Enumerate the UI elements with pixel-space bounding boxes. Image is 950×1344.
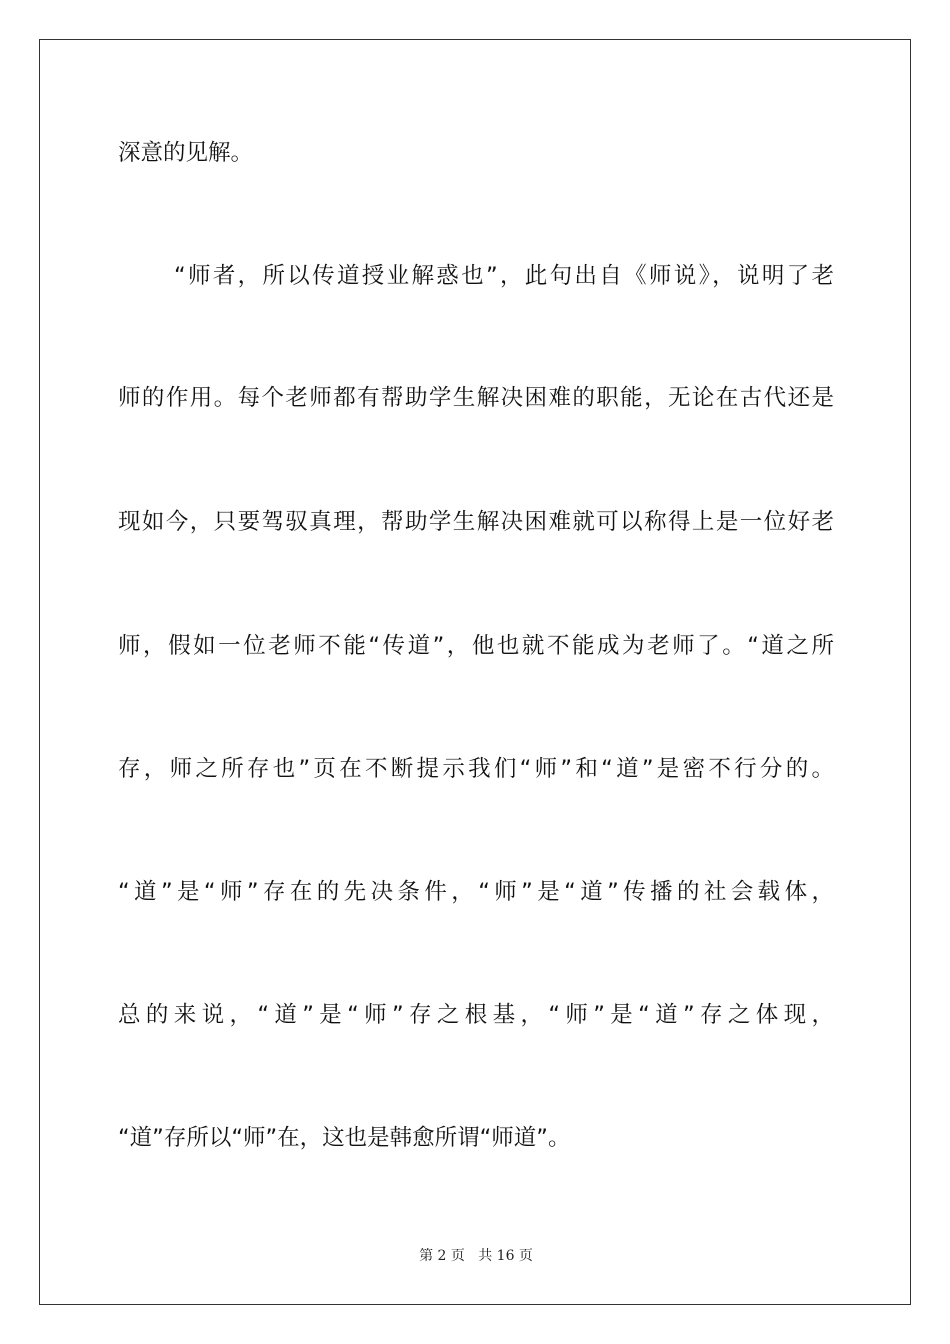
text-line: “道”存所以“师”在，这也是韩愈所谓“师道”。 — [118, 1125, 571, 1151]
text-line: 存，师之所存也”页在不断提示我们“师”和“道”是密不行分的。 — [118, 756, 834, 782]
text-line: 师的作用。每个老师都有帮助学生解决困难的职能，无论在古代还是 — [118, 385, 834, 411]
page-number-footer: 第 2 页 共 16 页 — [419, 1248, 533, 1264]
text-line: “道”是“师”存在的先决条件，“师”是“道”传播的社会载体， — [118, 879, 834, 905]
text-line: 总的来说，“道”是“师”存之根基，“师”是“道”存之体现， — [118, 1002, 834, 1028]
page-frame — [39, 39, 911, 1305]
text-line: “师者，所以传道授业解惑也”，此句出自《师说》，说明了老 — [174, 263, 834, 289]
text-line: 现如今，只要驾驭真理，帮助学生解决困难就可以称得上是一位好老 — [118, 509, 834, 535]
text-line: 深意的见解。 — [118, 140, 254, 166]
text-line: 师，假如一位老师不能“传道”，他也就不能成为老师了。“道之所 — [118, 633, 834, 659]
